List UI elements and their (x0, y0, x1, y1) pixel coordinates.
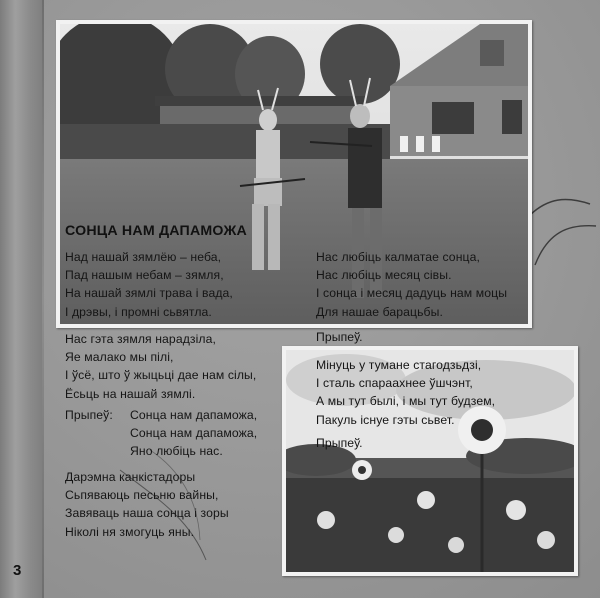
verse-line: І сонца і месяц дадуць нам моцы (316, 286, 508, 301)
refrain-line: Яно любіць нас. (130, 444, 223, 459)
refrain-reference-1 (316, 328, 363, 346)
refrain (130, 406, 257, 461)
verse-line: Дарэмна канкістадоры (65, 470, 196, 484)
verse-line: А мы тут былі, і мы тут будзем, (316, 394, 496, 409)
verse-line: Для нашае барацьбы. (316, 304, 443, 319)
verse-line: На нашай зямлі трава і вада, (65, 286, 233, 301)
verse-2 (65, 330, 256, 403)
verse-line: Пакуль існуе гэты сьвет. (316, 412, 455, 427)
verse-3 (65, 468, 229, 541)
song-title: СОНЦА НАМ ДАПАМОЖА (65, 223, 247, 239)
verse-line: Завяваць наша сонца і зоры (65, 506, 229, 521)
verse-line: Мінуць у тумане стагодзьдзі, (316, 358, 482, 372)
verse-line: Над нашай зямлёю – неба, (65, 250, 222, 264)
refrain-line: Сонца нам дапаможа, (130, 426, 258, 441)
verse-line: Яе малако мы пілі, (65, 350, 174, 365)
verse-line: Нас любіць калматае сонца, (316, 250, 480, 264)
verse-line: Нас любіць месяц сівы. (316, 268, 452, 283)
verse-line: Сьпяваюць песьню вайны, (65, 488, 219, 503)
verse-line: Нас гэта зямля нарадзіла, (65, 332, 216, 346)
verse-5 (316, 356, 495, 429)
verse-1 (65, 248, 233, 321)
booklet-spine (0, 0, 44, 598)
refrain-reference-2 (316, 434, 363, 452)
refrain-reference-text: Прыпеў. (316, 330, 363, 344)
verse-line: Ніколі ня змогуць яны. (65, 524, 195, 539)
refrain-reference-text: Прыпеў. (316, 436, 363, 450)
refrain-label: Прыпеў: (65, 408, 113, 422)
verse-line: І сталь спараахнее ўшчэнт, (316, 376, 473, 391)
verse-line: Пад нашым небам – зямля, (65, 268, 224, 283)
refrain-line: Сонца нам дапаможа, (130, 408, 258, 422)
verse-line: Ёсьць на нашай зямлі. (65, 386, 196, 401)
page-number: 3 (13, 562, 22, 579)
verse-line: І дрэвы, і промні сьвятла. (65, 304, 212, 319)
verse-line: І ўсё, што ў жыцьці дае нам сілы, (65, 368, 257, 383)
verse-4 (316, 248, 507, 321)
